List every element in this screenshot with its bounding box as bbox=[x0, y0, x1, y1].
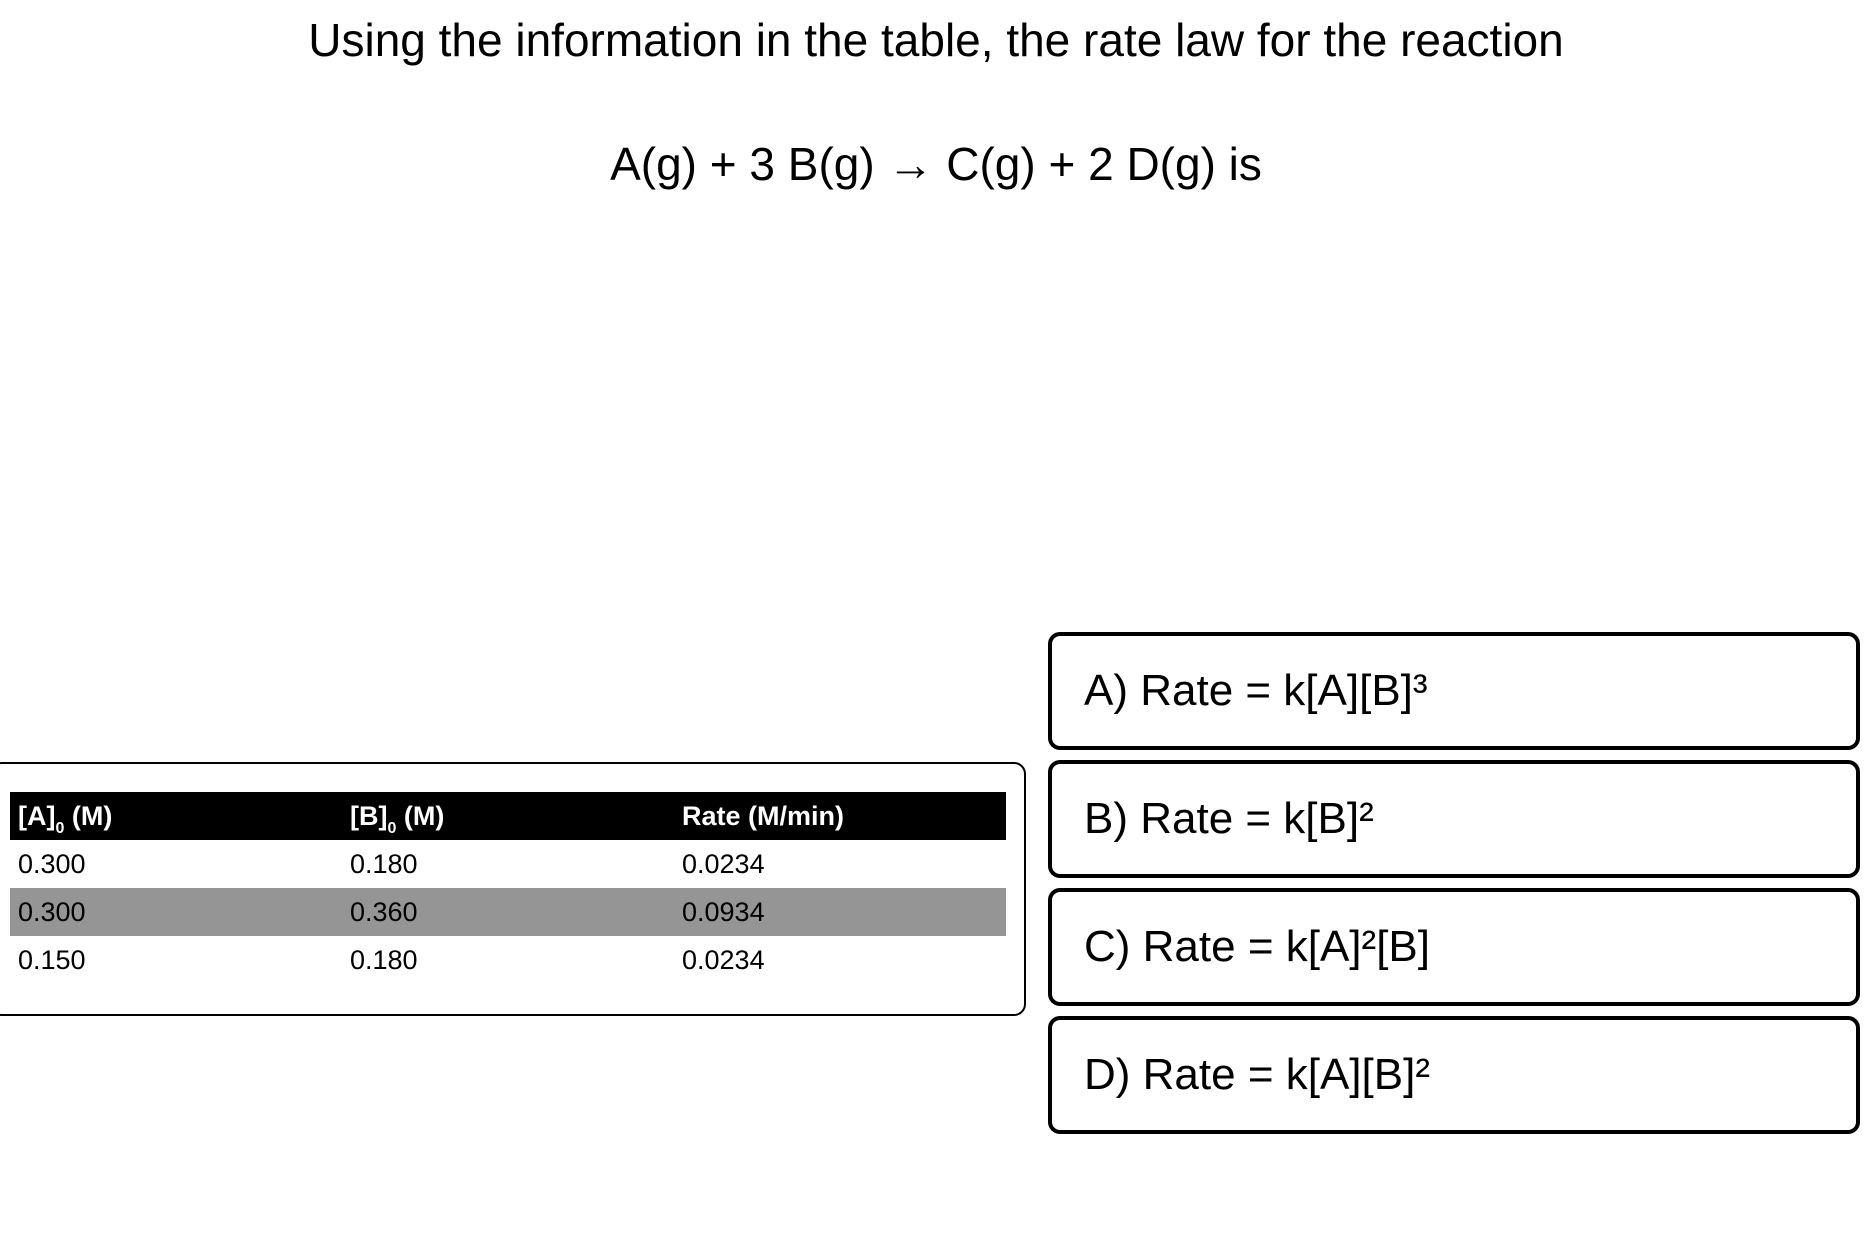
option-a-button[interactable]: A) Rate = k[A][B]³ bbox=[1048, 632, 1860, 750]
table-cell: 0.300 bbox=[18, 848, 86, 879]
header-unit: (M) bbox=[396, 800, 445, 831]
header-text: Rate (M/min) bbox=[682, 800, 844, 831]
column-header-b0 bbox=[342, 792, 674, 840]
question-line-1: Using the information in the table, the rate law for the reaction bbox=[308, 14, 1564, 66]
table-row bbox=[10, 936, 1006, 984]
table-cell: 0.150 bbox=[18, 944, 86, 975]
header-text: [B] bbox=[350, 800, 388, 831]
table-row bbox=[10, 840, 1006, 888]
table-cell: 0.0234 bbox=[682, 848, 765, 879]
data-table-panel bbox=[0, 762, 1026, 1016]
reaction-equation: A(g) + 3 B(g) → C(g) + 2 D(g) is bbox=[610, 138, 1262, 190]
table-cell: 0.180 bbox=[350, 848, 418, 879]
table-cell: 0.180 bbox=[350, 944, 418, 975]
header-subscript: 0 bbox=[387, 819, 397, 837]
table-cell: 0.0234 bbox=[682, 944, 765, 975]
answer-options bbox=[1048, 632, 1860, 1144]
option-b-button[interactable]: B) Rate = k[B]² bbox=[1048, 760, 1860, 878]
column-header-rate bbox=[674, 792, 1006, 840]
rate-data-table bbox=[10, 792, 1006, 984]
option-d-button[interactable]: D) Rate = k[A][B]² bbox=[1048, 1016, 1860, 1134]
table-header-row bbox=[10, 792, 1006, 840]
option-c-button[interactable]: C) Rate = k[A]²[B] bbox=[1048, 888, 1860, 1006]
column-header-a0 bbox=[10, 792, 342, 840]
header-unit: (M) bbox=[64, 800, 113, 831]
table-cell: 0.300 bbox=[10, 888, 342, 936]
table-cell: 0.0934 bbox=[674, 888, 1006, 936]
header-subscript: 0 bbox=[55, 819, 65, 837]
header-text: [A] bbox=[18, 800, 56, 831]
table-row bbox=[10, 888, 1006, 936]
table-cell: 0.360 bbox=[342, 888, 674, 936]
